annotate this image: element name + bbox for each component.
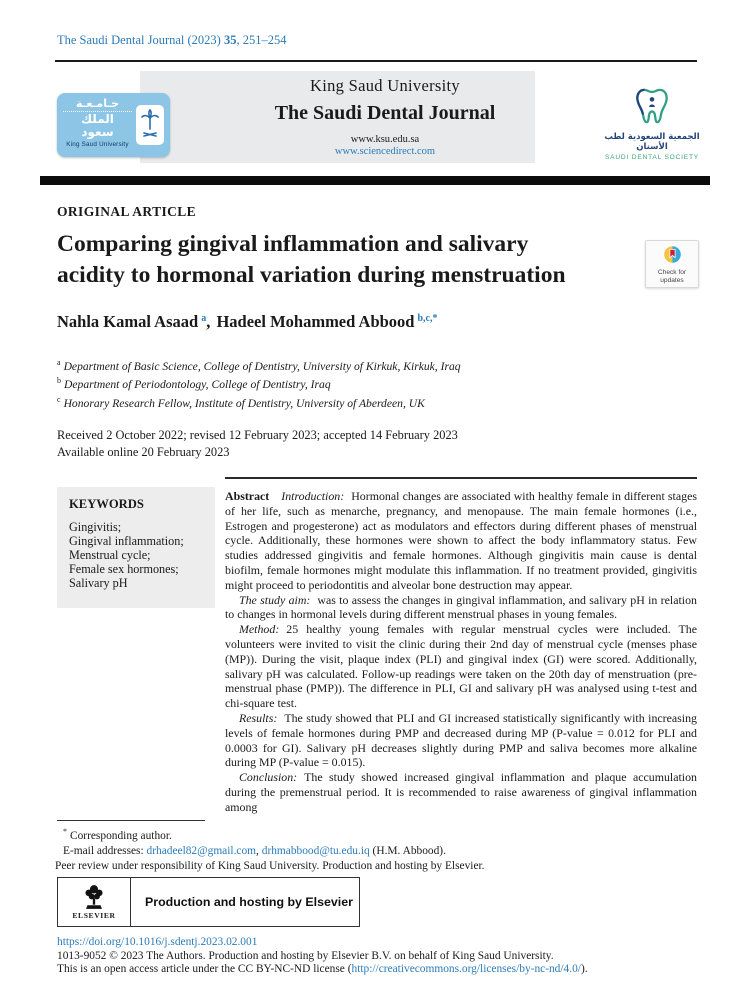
production-hosting-statement: Production and hosting by Elsevier (145, 895, 353, 909)
ksu-palm-emblem-icon (136, 105, 164, 145)
citation-pages: , 251–254 (236, 33, 287, 47)
abstract-method-text: 25 healthy young females with regular menstrual cycles were included. The volunteers were invited to visit the clinic during their 2nd day of menstrual cycle (menses phase (MP)). During the visit, plaque index (PLI) and gingival index (GI) were scored. Additionally, salivary pH was calculated. Follow-up readings were taken on the 20th day of menstruation (pre-menstrual phase (PMP)). The difference in PLI, GI and salivary pH was analysed using t-test and chi-square test. (225, 622, 697, 711)
affiliation-b-sup: b (57, 376, 61, 386)
crossmark-icon (663, 245, 682, 264)
license-suffix: ). (580, 963, 588, 975)
license-url-link[interactable]: http://creativecommons.org/licenses/by-nc-nd/4.0/ (351, 963, 581, 975)
ksu-arabic-bottom: الملك سعود (63, 111, 132, 139)
keywords-list (69, 521, 203, 591)
elsevier-wordmark: ELSEVIER (72, 911, 116, 920)
keyword-item: Gingival inflammation; (69, 533, 184, 548)
author-2-name: Hadeel Mohammed Abbood (216, 312, 415, 331)
affiliation-c-sup: c (57, 394, 61, 404)
keyword-item: Female sex hormones; (69, 561, 179, 576)
footnotes-block (55, 824, 695, 875)
abstract-aim-paragraph (225, 593, 697, 623)
top-divider-rule (55, 60, 697, 62)
publisher-university-name: King Saud University (310, 76, 460, 95)
abstract-introduction-paragraph (225, 489, 697, 593)
elsevier-tree-icon (81, 884, 107, 910)
check-badge-line2: updates (660, 277, 684, 285)
affiliation-a (57, 357, 461, 375)
asterisk: * (63, 827, 67, 836)
keywords-heading: KEYWORDS (69, 497, 144, 511)
ksu-url: www.ksu.edu.sa (350, 134, 420, 145)
affiliation-b-text: Department of Periodontology, College of Dentistry, Iraq (64, 378, 331, 392)
check-for-updates-button[interactable] (645, 240, 699, 288)
abstract-aim-heading: The study aim: (239, 592, 311, 607)
sds-arabic-name: الجمعية السعودية لطب الأسنان (604, 132, 700, 152)
abstract-results-text: The study showed that PLI and GI increased statistically significantly with increasing levels of female hormones during PMP and decreased during MP (P-value = 0.012 for PLI and 0.0003 for GI). Salivary pH decreases slightly during PMP and saliva becomes more alkaline during MP (P-value = 0.015). (225, 710, 697, 770)
author-separator: , (206, 312, 215, 331)
ksu-logo (57, 93, 170, 157)
tooth-icon (633, 86, 671, 126)
email-owner: (H.M. Abbood). (372, 845, 446, 858)
available-online-line: Available online 20 February 2023 (57, 445, 230, 460)
affiliation-a-text: Department of Basic Science, College of Dentistry, University of Kirkuk, Kirkuk, Iraq (63, 359, 461, 373)
email-separator: , (256, 845, 259, 858)
author-1-name: Nahla Kamal Asaad (57, 312, 199, 331)
abstract-method-heading: Method: (239, 622, 280, 637)
abstract-conclusion-paragraph (225, 770, 697, 814)
copyright-line: 1013-9052 © 2023 The Authors. Production and hosting by Elsevier B.V. on behalf of King Saud University. (57, 950, 554, 962)
abstract-results-paragraph (225, 711, 697, 770)
citation-volume: 35 (223, 33, 237, 47)
email-addresses-line (55, 844, 695, 859)
email-label: E-mail addresses: (63, 845, 144, 858)
abstract-conclusion-text: The study showed increased gingival inflammation and plaque accumulation during the premenstrual period. It is recommended to raise awareness of gingival inflammation among (225, 770, 697, 814)
citation-prefix: The Saudi Dental Journal (2023) (57, 33, 224, 47)
email-link-2[interactable]: drhmabbood@tu.edu.iq (261, 845, 370, 858)
journal-citation-link[interactable] (57, 33, 286, 48)
saudi-dental-society-logo (591, 86, 713, 161)
keyword-item: Salivary pH (69, 575, 128, 590)
affiliation-c (57, 394, 461, 412)
corresponding-author-text: Corresponding author. (70, 829, 172, 842)
keywords-box (57, 487, 215, 608)
sciencedirect-url-link[interactable]: www.sciencedirect.com (334, 146, 436, 157)
keyword-item: Menstrual cycle; (69, 547, 151, 562)
affiliation-b (57, 375, 461, 393)
footnote-rule (57, 820, 205, 821)
doi-link[interactable]: https://doi.org/10.1016/j.sdentj.2023.02.001 (57, 936, 258, 948)
elsevier-logo (58, 878, 131, 926)
abstract-block (225, 489, 697, 815)
corresponding-author-note (55, 824, 695, 844)
article-title: Comparing gingival inflammation and salivary acidity to hormonal variation during menstruation (57, 231, 566, 288)
abstract-top-rule (225, 477, 697, 479)
elsevier-production-box (57, 877, 360, 927)
affiliations-block (57, 357, 461, 412)
affiliation-a-sup: a (57, 358, 61, 367)
ksu-logo-caption: King Saud University (66, 141, 129, 149)
author-2-affiliation-sup[interactable]: b,c,* (417, 312, 438, 324)
article-history (57, 427, 458, 462)
abstract-aim-text: was to assess the changes in gingival inflammation, and salivary pH in relation to changes in hormonal levels during different menstrual phases in young females. (225, 592, 697, 622)
keyword-item: Gingivitis; (69, 520, 122, 534)
ksu-arabic-top: جـامـعـة (75, 97, 120, 110)
ksu-logo-text (63, 98, 132, 152)
received-revised-accepted-line: Received 2 October 2022; revised 12 February 2023; accepted 14 February 2023 (57, 428, 458, 442)
article-type-label: ORIGINAL ARTICLE (57, 204, 197, 219)
abstract-method-paragraph (225, 622, 697, 711)
abstract-conclusion-heading: Conclusion: (239, 770, 298, 785)
sds-english-name: SAUDI DENTAL SOCIETY (604, 154, 700, 161)
author-1-affiliation-sup: a (201, 312, 207, 324)
abstract-introduction-text: Hormonal changes are associated with healthy female in different stages of her life, such as menarche, pregnancy, and menopause. The main female hormones (i.e., Estrogen and progesterone) act as modulators and effectors during different phases of menstrual cycle. Additionally, these hormones were shown to affect the body inflammatory status. Few studies addressed gingivitis and female hormones. Although gingivitis main cause is dental biofilm, female hormones might modulate this inflammation. If no treatment provided, gingivitis might proceed to periodontitis and alveolar bone destruction may appear. (225, 489, 697, 592)
abstract-label: Abstract (225, 489, 270, 503)
peer-review-note: Peer review under responsibility of King Saud University. Production and hosting by Elsevier. (55, 860, 485, 873)
license-line (57, 963, 588, 975)
license-prefix: This is an open access article under the CC BY-NC-ND license ( (57, 963, 352, 975)
journal-name: The Saudi Dental Journal (274, 102, 496, 124)
header-black-band (40, 176, 710, 185)
check-badge-line1: Check for (657, 269, 687, 276)
affiliation-c-text: Honorary Research Fellow, Institute of Dentistry, University of Aberdeen, UK (63, 396, 425, 410)
journal-header-text (150, 76, 620, 157)
abstract-introduction-heading: Introduction: (281, 489, 345, 503)
email-link-1[interactable]: drhadeel82@gmail.com (146, 845, 257, 858)
author-line (57, 312, 437, 332)
abstract-results-heading: Results: (239, 710, 278, 725)
